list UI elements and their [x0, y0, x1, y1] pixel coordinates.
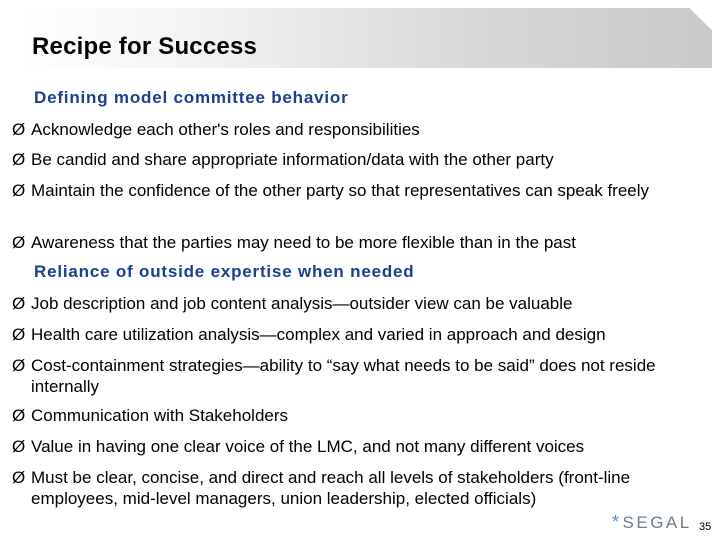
- bullet-item: [12, 467, 702, 509]
- arrow-bullet-icon: Ø: [12, 356, 26, 375]
- arrow-bullet-icon: Ø: [12, 181, 26, 200]
- bullet-text: Value in having one clear voice of the LMC, and not many different voices: [31, 437, 585, 456]
- arrow-bullet-icon: Ø: [12, 468, 26, 487]
- bullet-item: [12, 119, 702, 140]
- segal-logo: [612, 512, 692, 533]
- bullet-item: [12, 149, 702, 170]
- logo-text: SEGAL: [622, 513, 692, 532]
- bullet-text: Job description and job content analysis—outsider view can be valuable: [31, 294, 573, 313]
- bullet-text: Cost-containment strategies—ability to “say what needs to be said” does not reside internally: [31, 356, 656, 396]
- bullet-item: [12, 232, 702, 253]
- page-title: Recipe for Success: [32, 33, 258, 60]
- bullet-item: [12, 324, 702, 345]
- bullet-item: [12, 180, 702, 201]
- bullet-item: [12, 293, 702, 314]
- arrow-bullet-icon: Ø: [12, 150, 26, 169]
- bullet-item: [12, 405, 702, 426]
- bullet-item: [12, 355, 702, 397]
- asterisk-icon: *: [612, 512, 622, 532]
- bullet-text: Maintain the confidence of the other party so that representatives can speak freely: [31, 181, 650, 200]
- bullet-text: Be candid and share appropriate information/data with the other party: [31, 150, 554, 169]
- bullet-item: [12, 436, 702, 457]
- arrow-bullet-icon: Ø: [12, 294, 26, 313]
- bullet-text: Communication with Stakeholders: [31, 406, 289, 425]
- section-heading-committee-behavior: Defining model committee behavior: [34, 88, 349, 107]
- page-number: 35: [699, 521, 712, 533]
- bullet-text: Awareness that the parties may need to be more flexible than in the past: [31, 233, 576, 252]
- bullet-text: Must be clear, concise, and direct and reach all levels of stakeholders (front-line employees, mid-level managers, union leadership, elected officials): [31, 468, 631, 508]
- arrow-bullet-icon: Ø: [12, 233, 26, 252]
- arrow-bullet-icon: Ø: [12, 437, 26, 456]
- arrow-bullet-icon: Ø: [12, 406, 26, 425]
- arrow-bullet-icon: Ø: [12, 120, 26, 139]
- section-heading-outside-expertise: Reliance of outside expertise when needed: [34, 262, 415, 281]
- bullet-text: Health care utilization analysis—complex and varied in approach and design: [31, 325, 606, 344]
- bullet-text: Acknowledge each other's roles and responsibilities: [31, 120, 420, 139]
- arrow-bullet-icon: Ø: [12, 325, 26, 344]
